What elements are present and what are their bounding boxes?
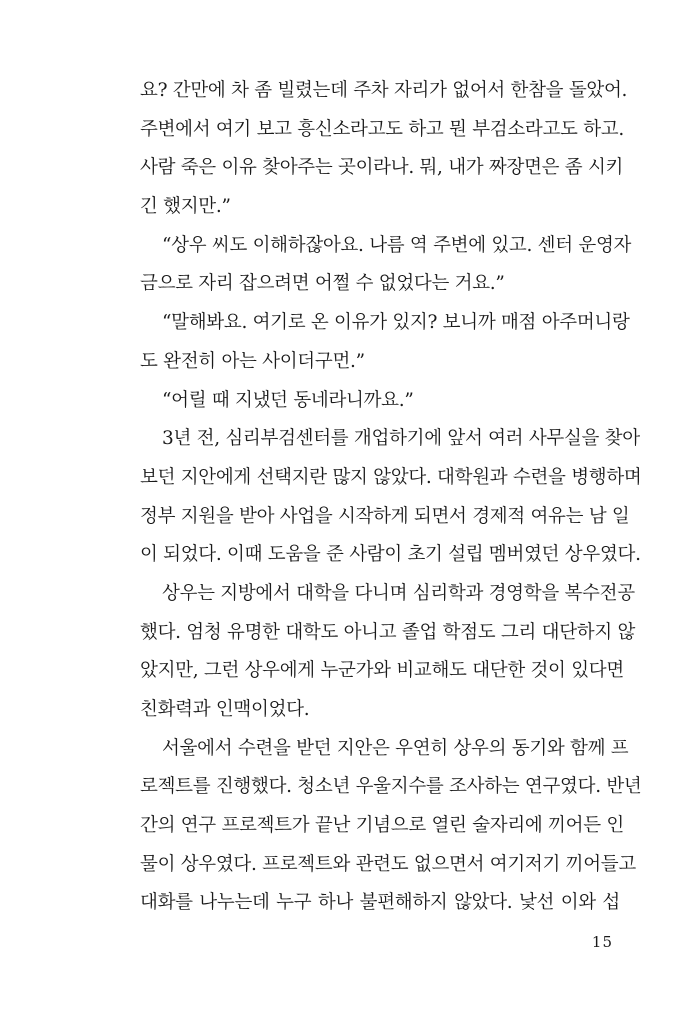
text-line: 보던 지안에게 선택지란 많지 않았다. 대학원과 수련을 병행하며 (140, 466, 642, 488)
text-line: “상우 씨도 이해하잖아요. 나름 역 주변에 있고. 센터 운영자 (162, 234, 632, 256)
text-line: 았지만, 그런 상우에게 누군가와 비교해도 대단한 것이 있다면 (140, 660, 624, 682)
text-line: 로젝트를 진행했다. 청소년 우울지수를 조사하는 연구였다. 반년 (140, 776, 642, 798)
page-number: 15 (591, 933, 613, 951)
text-line: 간의 연구 프로젝트가 끝난 기념으로 열린 술자리에 끼어든 인 (140, 815, 624, 837)
text-line: 사람 죽은 이유 찾아주는 곳이라나. 뭐, 내가 짜장면은 좀 시키 (140, 157, 624, 179)
text-line: 도 완전히 아는 사이더구먼.” (140, 350, 365, 372)
text-line: 이 되었다. 이때 도움을 준 사람이 초기 설립 멤버였던 상우였다. (140, 544, 641, 566)
text-line: 서울에서 수련을 받던 지안은 우연히 상우의 동기와 함께 프 (162, 737, 629, 759)
text-line: 물이 상우였다. 프로젝트와 관련도 없으면서 여기저기 끼어들고 (140, 853, 636, 875)
text-line: 요? 간만에 차 좀 빌렸는데 주차 자리가 없어서 한참을 돌았어. (140, 80, 628, 101)
text-line: 주변에서 여기 보고 흥신소라고도 하고 뭔 부검소라고도 하고. (140, 118, 624, 140)
text-line: 했다. 엄청 유명한 대학도 아니고 졸업 학점도 그리 대단하지 않 (140, 621, 636, 643)
body-text (140, 72, 642, 923)
text-line: “말해봐요. 여기로 온 이유가 있지? 보니까 매점 아주머니랑 (162, 312, 630, 334)
text-line: “어릴 때 지냈던 동네라니까요.” (162, 389, 414, 411)
text-line: 친화력과 인맥이었다. (140, 699, 310, 720)
text-line: 정부 지원을 받아 사업을 시작하게 되면서 경제적 여유는 남 일 (140, 505, 630, 527)
text-line: 대화를 나누는데 누구 하나 불편해하지 않았다. 낯선 이와 섭 (140, 892, 620, 914)
text-line: 3년 전, 심리부검센터를 개업하기에 앞서 여러 사무실을 찾아 (162, 428, 640, 450)
text-line: 긴 했지만.” (140, 196, 231, 218)
text-line: 상우는 지방에서 대학을 다니며 심리학과 경영학을 복수전공 (162, 582, 635, 604)
text-line: 금으로 자리 잡으려면 어쩔 수 없었다는 거요.” (140, 273, 505, 295)
